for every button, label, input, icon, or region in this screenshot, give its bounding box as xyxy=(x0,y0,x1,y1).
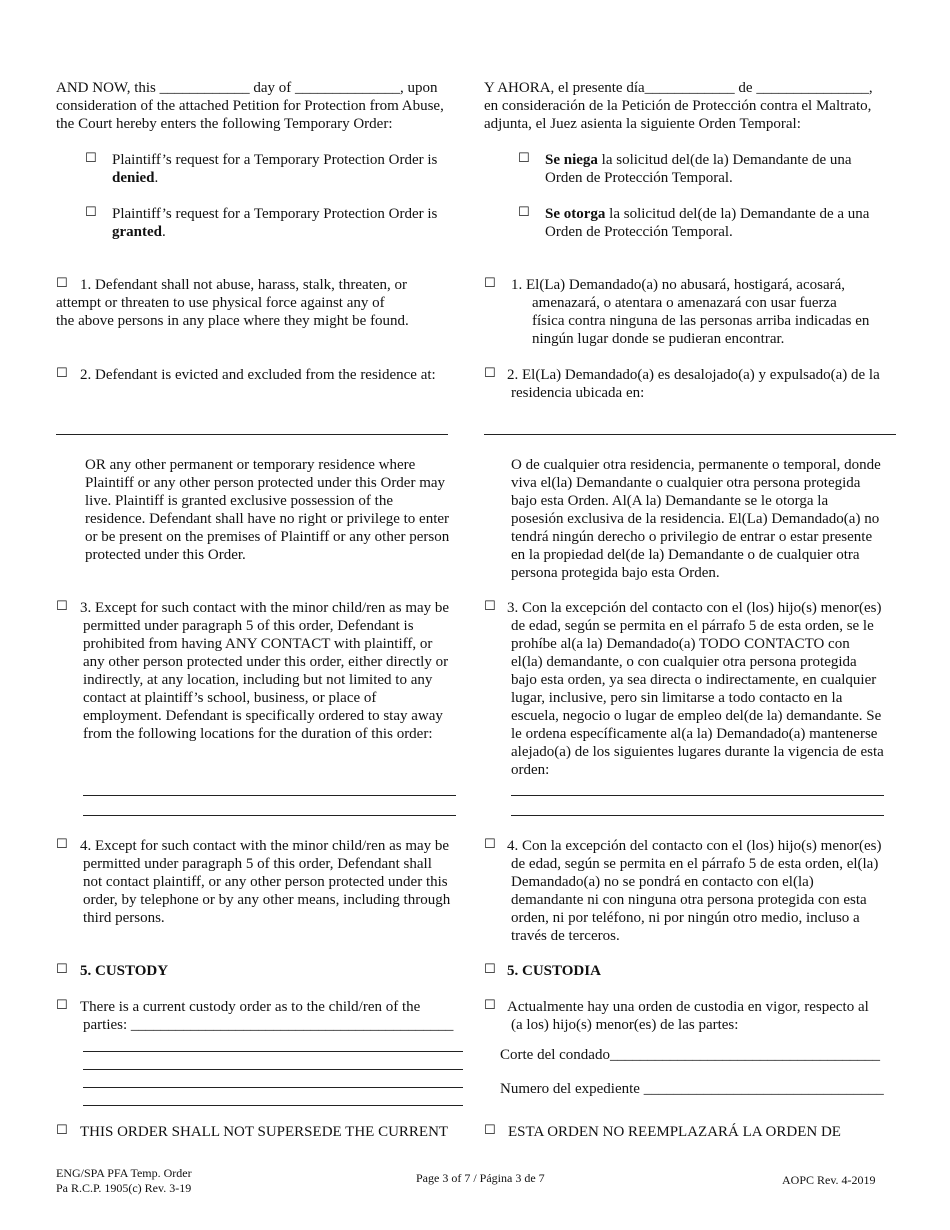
revision: AOPC Rev. 4-2019 xyxy=(782,1173,876,1187)
residence-en: OR any other permanent or temporary residence where Plaintiff or any other person protected under this Order may live. Plaintiff is granted exclusive possession of the residence. Defendant shall have no right or privilege to enter or be present on the premises of Plaintiff or any other person protected under this Order. xyxy=(85,457,450,563)
checkbox-item2-es[interactable]: ☐ xyxy=(484,366,496,381)
residence-es: O de cualquier otra residencia, permanente o temporal, donde viva el(la) Demandante o cualquier otra persona protegida bajo esta Orden. Al(A la) Demandante se le otorga la posesión exclusiva de la residencia. El(La) Demandado(a) no tendrá ningún derecho o privilegio de entrar o estar presente en la propiedad del(de la) Demandante o de cualquier otra persona protegida bajo esta Orden. xyxy=(511,457,881,581)
item1-en-l3: the above persons in any place where they might be found. xyxy=(56,313,409,329)
item3-es-l1: 3. Con la excepción del contacto con el (los) hijo(s) menor(es) xyxy=(507,600,882,616)
checkbox-item2-en[interactable]: ☐ xyxy=(56,366,68,381)
residence-address-line-es[interactable] xyxy=(484,434,896,435)
locations-line-1-es[interactable] xyxy=(511,795,884,796)
checkbox-item5-en[interactable]: ☐ xyxy=(56,962,68,977)
granted-es-text: Se otorga la solicitud del(de la) Demandante de a una Orden de Protección Temporal. xyxy=(545,206,870,240)
county-field-es[interactable]: Corte del condado____________________________________ xyxy=(500,1047,880,1063)
custody-en-l1: There is a current custody order as to the child/ren of the xyxy=(80,999,421,1015)
checkbox-granted-es[interactable]: ☐ xyxy=(518,205,530,220)
locations-line-2-es[interactable] xyxy=(511,815,884,816)
item3-en-rest: permitted under paragraph 5 of this order, Defendant is prohibited from having ANY CONTACT with plaintiff, or any other person protected under this order, either directly or indirectly, at any location, including but not limited to any contact at plaintiff’s school, business, or place of employment. Defendant is specifically ordered to stay away from the following locations for the duration of this order: xyxy=(83,618,449,742)
intro-en: AND NOW, this ____________ day of ______________, upon consideration of the attached Petition for Protection from Abuse, the Court hereby enters the following Temporary Order: xyxy=(56,80,444,132)
checkbox-supersede-es[interactable]: ☐ xyxy=(484,1123,496,1138)
intro-es: Y AHORA, el presente día____________ de _______________, en consideración de la Petición de Protección contra el Maltrato, adjunta, el Juez asienta la siguiente Orden Temporal: xyxy=(484,80,873,132)
checkbox-item5-es[interactable]: ☐ xyxy=(484,962,496,977)
checkbox-item1-es[interactable]: ☐ xyxy=(484,276,496,291)
custody-line-3-en[interactable] xyxy=(83,1087,463,1088)
denied-en-text: Plaintiff’s request for a Temporary Protection Order is denied. xyxy=(112,152,438,186)
item4-es-rest: de edad, según se permita en el párrafo 5 de esta orden, el(la) Demandado(a) no se pondrá en contacto con el(la) demandante ni con ninguna otra persona protegida con esta orden, ni por teléfono, ni por ningún otro medio, incluso a través de terceros. xyxy=(511,856,879,944)
item3-es-rest: de edad, según se permita en el párrafo 5 de esta orden, se le prohíbe al(a la) Demandado(a) TODO CONTACTO con el(la) demandante, o con cualquier otra persona protegida bajo esta orden, ya sea directa o indirectamente, en cualquier lugar, inclusive, pero sin limitarse a todo contacto en la escuela, negocio o lugar de empleo del(de la) demandante. Se le ordena específicamente al(a la) Demandado(a) mantenerse alejado(a) de los siguientes lugares durante la vigencia de esta orden: xyxy=(511,618,884,778)
custody-line-2-en[interactable] xyxy=(83,1069,463,1070)
checkbox-item1-en[interactable]: ☐ xyxy=(56,276,68,291)
locations-line-2-en[interactable] xyxy=(83,815,456,816)
residence-address-line-en[interactable] xyxy=(56,434,448,435)
item4-en-rest: permitted under paragraph 5 of this order, Defendant shall not contact plaintiff, or any other person protected under this order, by telephone or by any other means, including through third persons. xyxy=(83,856,451,926)
granted-en-text: Plaintiff’s request for a Temporary Protection Order is granted. xyxy=(112,206,438,240)
item4-en-l1: 4. Except for such contact with the minor child/ren as may be xyxy=(80,838,450,854)
item1-en-l2: attempt or threaten to use physical force against any of xyxy=(56,295,385,311)
locations-line-1-en[interactable] xyxy=(83,795,456,796)
custody-line-4-en[interactable] xyxy=(83,1105,463,1106)
custody-es-l2: (a los) hijo(s) menor(es) de las partes: xyxy=(511,1017,739,1033)
custody-en-l2: parties: ___________________________________________ xyxy=(83,1017,454,1033)
checkbox-granted-en[interactable]: ☐ xyxy=(85,205,97,220)
checkbox-denied-en[interactable]: ☐ xyxy=(85,151,97,166)
supersede-es: ESTA ORDEN NO REEMPLAZARÁ LA ORDEN DE xyxy=(508,1124,841,1140)
checkbox-item3-es[interactable]: ☐ xyxy=(484,599,496,614)
custody-heading-es: 5. CUSTODIA xyxy=(507,963,601,979)
supersede-en: THIS ORDER SHALL NOT SUPERSEDE THE CURRENT xyxy=(80,1124,449,1140)
page-number: Page 3 of 7 / Página 3 de 7 xyxy=(416,1171,545,1185)
custody-heading-en: 5. CUSTODY xyxy=(80,963,169,979)
item1-es-rest: amenazará, o atentara o amenazará con usar fuerza física contra ninguna de las personas arriba indicadas en ningún lugar donde se pudieran encontrar. xyxy=(532,295,870,347)
checkbox-custody-es[interactable]: ☐ xyxy=(484,998,496,1013)
item2-es-l1: 2. El(La) Demandado(a) es desalojado(a) y expulsado(a) de la xyxy=(507,367,880,383)
item2-es-l2: residencia ubicada en: xyxy=(511,385,645,401)
custody-es-l1: Actualmente hay una orden de custodia en vigor, respecto al xyxy=(507,999,869,1015)
item1-en-l1: 1. Defendant shall not abuse, harass, stalk, threaten, or xyxy=(80,277,407,293)
custody-line-1-en[interactable] xyxy=(83,1051,463,1052)
checkbox-item3-en[interactable]: ☐ xyxy=(56,599,68,614)
denied-es-text: Se niega la solicitud del(de la) Demandante de una Orden de Protección Temporal. xyxy=(545,152,852,186)
checkbox-item4-en[interactable]: ☐ xyxy=(56,837,68,852)
checkbox-custody-en[interactable]: ☐ xyxy=(56,998,68,1013)
form-id: ENG/SPA PFA Temp. Order Pa R.C.P. 1905(c) Rev. 3-19 xyxy=(56,1166,192,1195)
item2-en: 2. Defendant is evicted and excluded from the residence at: xyxy=(80,367,436,383)
item3-en-l1: 3. Except for such contact with the minor child/ren as may be xyxy=(80,600,450,616)
checkbox-supersede-en[interactable]: ☐ xyxy=(56,1123,68,1138)
checkbox-item4-es[interactable]: ☐ xyxy=(484,837,496,852)
checkbox-denied-es[interactable]: ☐ xyxy=(518,151,530,166)
item4-es-l1: 4. Con la excepción del contacto con el (los) hijo(s) menor(es) xyxy=(507,838,882,854)
item1-es-l1: 1. El(La) Demandado(a) no abusará, hostigará, acosará, xyxy=(511,277,846,293)
docket-field-es[interactable]: Numero del expediente ________________________________ xyxy=(500,1081,884,1097)
